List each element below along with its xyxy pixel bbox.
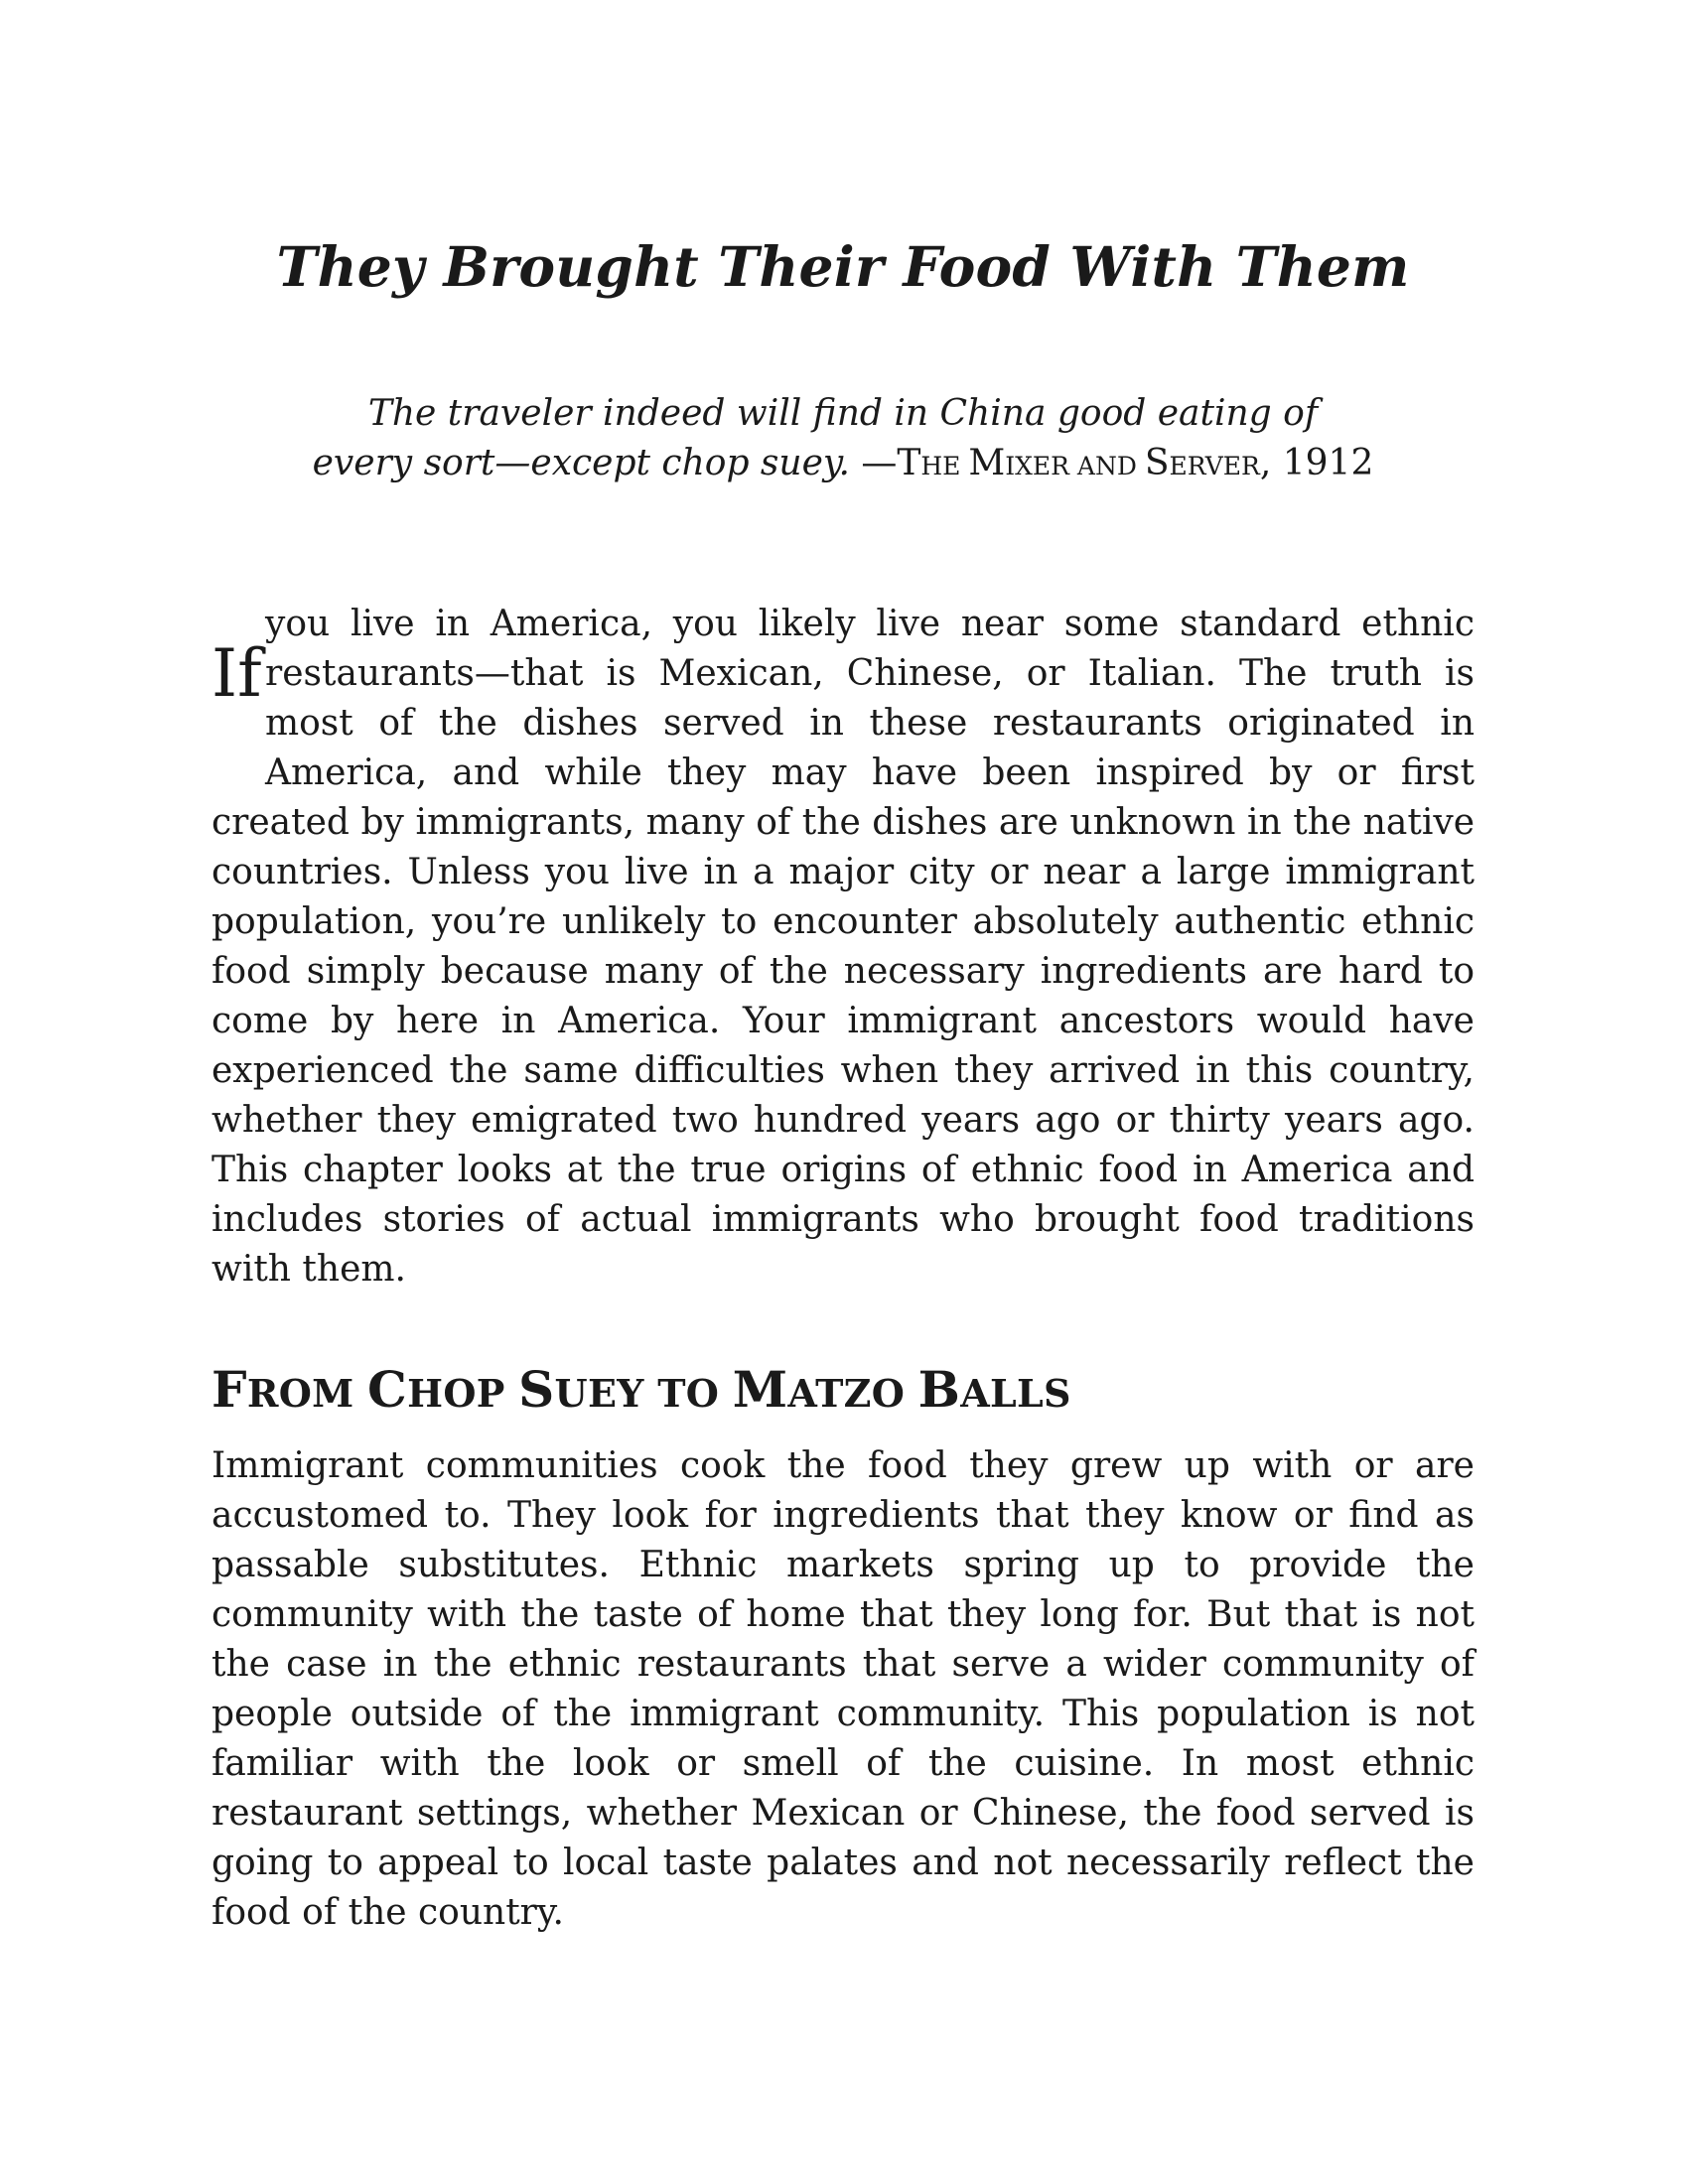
intro-continuation: created by immigrants, many of the dishes are unknown in the native countries. Unless you live in a major city or near a large immigrant population, you’re unlikely to encounter absolutely authentic ethnic food simply because many of the necessary ingredients are hard to come by here in America. Your immigrant ancestors would have experienced the same difficulties when they arrived in this country, whether they emigrated two hundred years ago or thirty years ago. This chapter looks at the true origins of ethnic food in America and includes stories of actual immigrants who brought food traditions with them. — [211, 802, 1475, 1290]
heading-small-1: ROM — [246, 1371, 367, 1416]
heading-cap-2: C — [367, 1360, 408, 1419]
heading-cap-3: S — [518, 1360, 555, 1419]
intro-line-3: most of the dishes served in these restaurants originated in — [265, 703, 1475, 744]
epigraph-line-1: The traveler indeed will find in China good eating of — [367, 393, 1319, 434]
epigraph — [211, 389, 1475, 491]
drop-cap: If — [211, 635, 262, 712]
section-heading — [211, 1360, 1475, 1424]
source-small-3: ERVER — [1169, 452, 1260, 480]
epigraph-year: , 1912 — [1259, 443, 1374, 483]
epigraph-attribution — [850, 443, 1373, 483]
drop-cap-block — [211, 600, 1475, 798]
heading-cap-4: M — [732, 1360, 788, 1419]
heading-small-4: ATZO — [787, 1371, 918, 1416]
intro-paragraph — [211, 600, 1475, 1295]
intro-line-2: restaurants—that is Mexican, Chinese, or Italian. The truth is — [265, 653, 1475, 694]
heading-cap-5: B — [917, 1360, 961, 1419]
heading-small-5: ALLS — [960, 1371, 1071, 1416]
source-small-1: HE — [920, 452, 969, 480]
attribution-dash: — — [849, 443, 898, 483]
intro-line-1: you live in America, you likely live near some standard ethnic — [265, 604, 1475, 644]
intro-line-4: America, and while they may have been inspired by or first — [265, 752, 1475, 793]
source-cap-2: M — [968, 443, 1006, 483]
section-paragraph: Immigrant communities cook the food they grew up with or are accustomed to. They look for ingredients that they know or find as passable substitutes. Ethnic markets spring up to provide the community with the taste of home that they long for. But that is not the case in the ethnic restaurants that serve a wider community of people outside of the immigrant community. This population is not familiar with the look or smell of the cuisine. In most ethnic restaurant settings, whether Mexican or Chinese, the food served is going to appeal to local taste palates and not necessarily reflect the food of the country. — [211, 1445, 1475, 1933]
heading-small-3: UEY TO — [554, 1371, 733, 1416]
section-body — [211, 1441, 1475, 1938]
source-small-2: IXER AND — [1005, 452, 1145, 480]
epigraph-line-2: every sort—except chop suey. — [312, 443, 850, 483]
source-cap-1: T — [897, 443, 921, 483]
chapter-title: They Brought Their Food With Them — [276, 234, 1410, 299]
source-cap-3: S — [1144, 443, 1170, 483]
heading-small-2: HOP — [407, 1371, 519, 1416]
heading-cap-1: F — [211, 1360, 247, 1419]
book-page — [211, 0, 1475, 2184]
